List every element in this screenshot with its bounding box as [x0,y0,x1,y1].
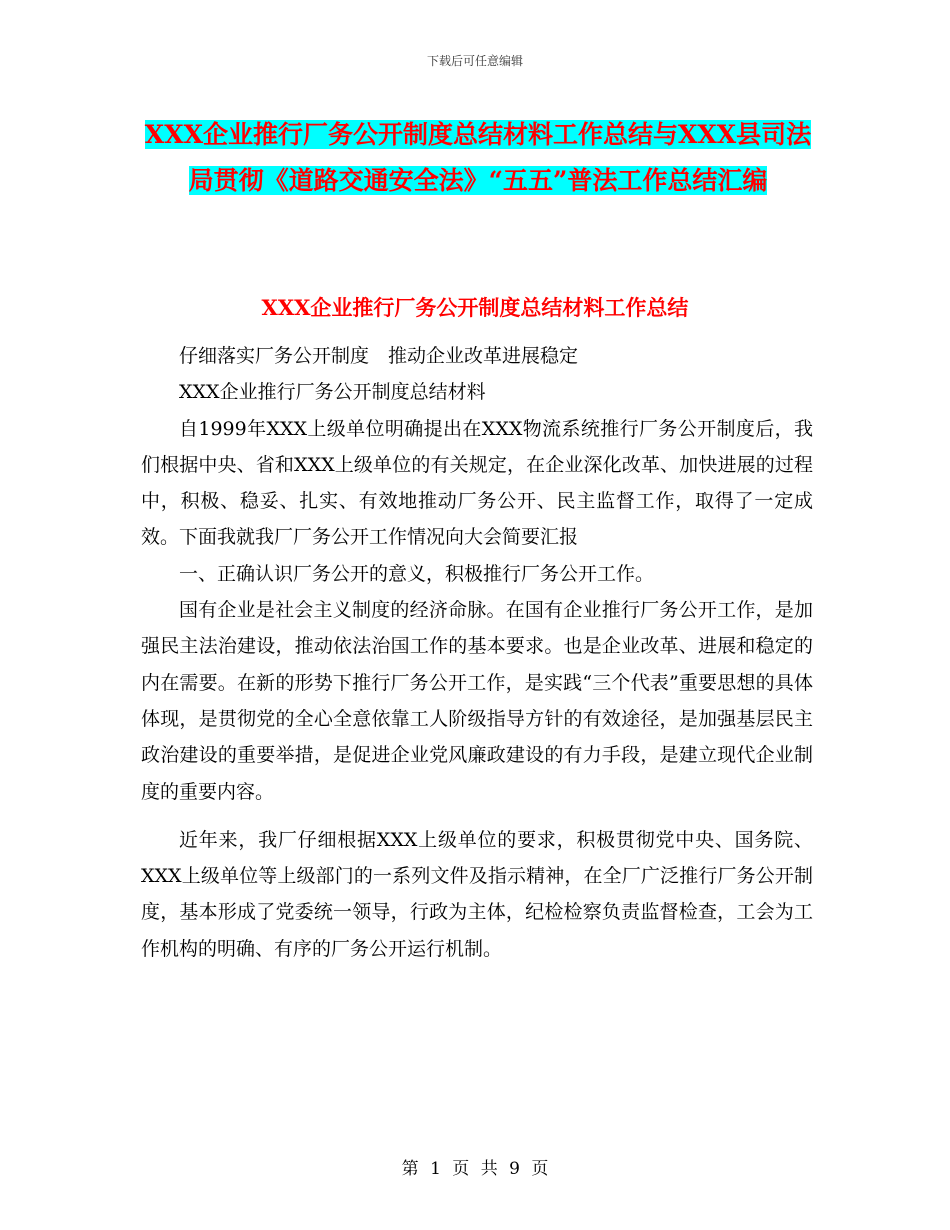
paragraph-significance: 国有企业是社会主义制度的经济命脉。在国有企业推行厂务公开工作，是加强民主法治建设，推动依法治国工作的基本要求。也是企业改革、进展和稳定的内在需要。在新的形势下推行厂务公开工作，是实践“三个代表”重要思想的具体体现，是贯彻党的全心全意依靠工人阶级指导方针的有效途径，是加强基层民主政治建设的重要举措，是促进企业党风廉政建设的有力手段，是建立现代企业制度的重要内容。 [141,599,813,803]
paragraph-heading-one: 一、正确认识厂务公开的意义，积极推行厂务公开工作。 [179,562,655,585]
document-title [140,112,816,204]
paragraph-subtitle: 仔细落实厂务公开制度 推动企业改革进展稳定 [179,345,579,367]
section-title: XXX企业推行厂务公开制度总结材料工作总结 [261,295,689,320]
header-note: 下载后可任意编辑 [426,54,523,68]
paragraph-material-title: XXX企业推行厂务公开制度总结材料 [179,381,486,404]
document-body [141,338,813,967]
document-title-text: XXX企业推行厂务公开制度总结材料工作总结与XXX县司法局贯彻《道路交通安全法》“五五”普法工作总结汇编 [144,120,812,195]
paragraph-recent-years: 近年来，我厂仔细根据XXX上级单位的要求，积极贯彻党中央、国务院、XXX上级单位等上级部门的一系列文件及指示精神，在全厂广泛推行厂务公开制度，基本形成了党委统一领导，行政为主体，纪检检察负责监督检查，工会为工作机构的明确、有序的厂务公开运行机制。 [141,828,813,960]
paragraph-intro: 自1999年XXX上级单位明确提出在XXX物流系统推行厂务公开制度后，我们根据中央、省和XXX上级单位的有关规定，在企业深化改革、加快进展的过程中，积极、稳妥、扎实、有效地推动厂务公开、民主监督工作，取得了一定成效。下面我就我厂厂务公开工作情况向大会简要汇报 [141,417,813,549]
page-footer: 第 1 页 共 9 页 [401,1159,549,1179]
